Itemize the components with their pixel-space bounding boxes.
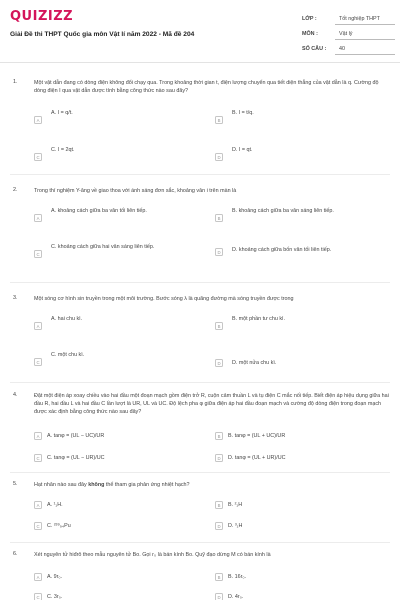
option-text: D. ³₁H — [228, 523, 243, 529]
question-text-emphasis: không — [88, 482, 105, 488]
question-divider — [10, 542, 390, 543]
option-text: D. khoảng cách giữa bốn vân tối liên tiếp. — [232, 247, 332, 253]
option-text: A. tanφ = (UL − UC)/UR — [47, 433, 105, 439]
option-text: A. khoảng cách giữa ba vân tối liên tiếp. — [51, 208, 147, 214]
question-count-label: SỐ CÂU : — [302, 46, 327, 52]
option-letter-box: D — [215, 359, 223, 367]
question-text: Một vật dẫn đang có dòng điện không đổi chạy qua. Trong khoảng thời gian t, điện lượng chuyển qua tiết diện thẳng của vật dẫn là q. Cường độ dòng điện I qua vật dẫn được tính bằng công thức nào sau đây? — [34, 80, 379, 94]
question-text — [34, 481, 390, 489]
question-number: 6. — [13, 551, 18, 557]
subject-underline — [335, 39, 395, 40]
option-text: D. 4r₀. — [228, 594, 244, 600]
subject-value: Vật lý — [339, 31, 353, 37]
option-letter-box: B — [215, 214, 223, 222]
option-letter-box: B — [215, 501, 223, 509]
option-letter-box: D — [215, 454, 223, 462]
question-divider — [10, 472, 390, 473]
option-text: B. tanφ = (UL + UC)/UR — [228, 433, 286, 439]
option-text: D. tanφ = (UL + UR)/UC — [228, 455, 286, 461]
question-number: 2. — [13, 187, 18, 193]
option-text: B. ²₁H — [228, 502, 243, 508]
option-letter-box: C — [34, 522, 42, 530]
option-text: A. ¹₁H. — [47, 502, 63, 508]
option-letter-box: C — [34, 153, 42, 161]
option-letter-box: B — [215, 322, 223, 330]
class-underline — [335, 24, 395, 25]
question-count-value: 40 — [339, 46, 345, 52]
option-letter-box: B — [215, 432, 223, 440]
option-text: A. I = q/t. — [51, 110, 73, 116]
option-text: A. 9r₀. — [47, 574, 63, 580]
option-letter-box: B — [215, 573, 223, 581]
option-text: C. 3r₀. — [47, 594, 63, 600]
option-letter-box: D — [215, 593, 223, 600]
question-number: 1. — [13, 79, 18, 85]
question-text: Trong thí nghiệm Y-âng về giao thoa với ánh sáng đơn sắc, khoảng vân i trên màn là — [34, 188, 237, 194]
document-title: Giải Đề thi THPT Quốc gia môn Vật lí năm 2022 - Mã đề 204 — [10, 31, 195, 38]
option-letter-box: A — [34, 501, 42, 509]
class-label: LỚP : — [302, 16, 317, 22]
option-letter-box: A — [34, 573, 42, 581]
option-letter-box: D — [215, 153, 223, 161]
question-number: 5. — [13, 481, 18, 487]
question-divider — [10, 382, 390, 383]
option-text: C. khoảng cách giữa hai vân sáng liên tiếp. — [51, 244, 155, 250]
option-letter-box: C — [34, 250, 42, 258]
class-value: Tốt nghiệp THPT — [339, 16, 380, 22]
option-letter-box: C — [34, 454, 42, 462]
option-letter-box: A — [34, 322, 42, 330]
question-divider — [10, 174, 390, 175]
option-letter-box: A — [34, 432, 42, 440]
header-divider — [0, 62, 400, 63]
option-letter-box: D — [215, 248, 223, 256]
option-text: C. một chu kì. — [51, 352, 85, 358]
option-text: C. I = 2qt. — [51, 147, 75, 153]
option-text: B. I = t/q. — [232, 110, 254, 116]
option-text: C. tanφ = (UL − UR)/UC — [47, 455, 105, 461]
question-divider — [10, 282, 390, 283]
option-letter-box: C — [34, 593, 42, 600]
quizizz-logo: QUIZIZZ — [10, 9, 74, 24]
question-text: Đặt một điện áp xoay chiều vào hai đầu một đoạn mạch gồm điện trở R, cuộn cảm thuần L và tụ điện C mắc nối tiếp. Biết điện áp hiệu dụng giữa hai đầu R, hai đầu L và hai đầu C lần lượt là UR, UL và UC. Độ lệch pha φ giữa điện áp hai đầu đoạn mạch và cường độ dòng điện trong đoạn mạch được xác định bằng công thức nào sau đây? — [34, 393, 389, 415]
question-count-underline — [335, 54, 395, 55]
option-letter-box: B — [215, 116, 223, 124]
question-text-start: Hạt nhân nào sau đây — [34, 482, 89, 488]
option-text: D. một nửa chu kì. — [232, 360, 277, 366]
option-text: C. ²³⁹₉₄Pu — [47, 523, 71, 529]
option-letter-box: C — [34, 358, 42, 366]
question-number: 4. — [13, 392, 18, 398]
question-number: 3. — [13, 295, 18, 301]
option-letter-box: D — [215, 522, 223, 530]
option-text: B. 16r₀. — [228, 574, 247, 580]
question-text: Xét nguyên tử hiđrô theo mẫu nguyên tử Bo. Gọi r₀ là bán kính Bo. Quỹ đạo dừng M có bán kính là — [34, 552, 271, 558]
subject-label: MÔN : — [302, 31, 318, 37]
option-text: A. hai chu kì. — [51, 316, 83, 322]
option-text: B. khoảng cách giữa ba vân sáng liên tiếp. — [232, 208, 334, 214]
document-header — [0, 0, 400, 60]
question-text: Một sóng cơ hình sin truyền trong một môi trường. Bước sóng λ là quãng đường mà sóng truyền được trong — [34, 296, 294, 302]
option-letter-box: A — [34, 214, 42, 222]
question-text-end: thể tham gia phản ứng nhiệt hạch? — [104, 482, 190, 488]
option-text: B. một phần tư chu kì. — [232, 316, 286, 322]
option-letter-box: A — [34, 116, 42, 124]
option-text: D. I = qt. — [232, 147, 253, 153]
